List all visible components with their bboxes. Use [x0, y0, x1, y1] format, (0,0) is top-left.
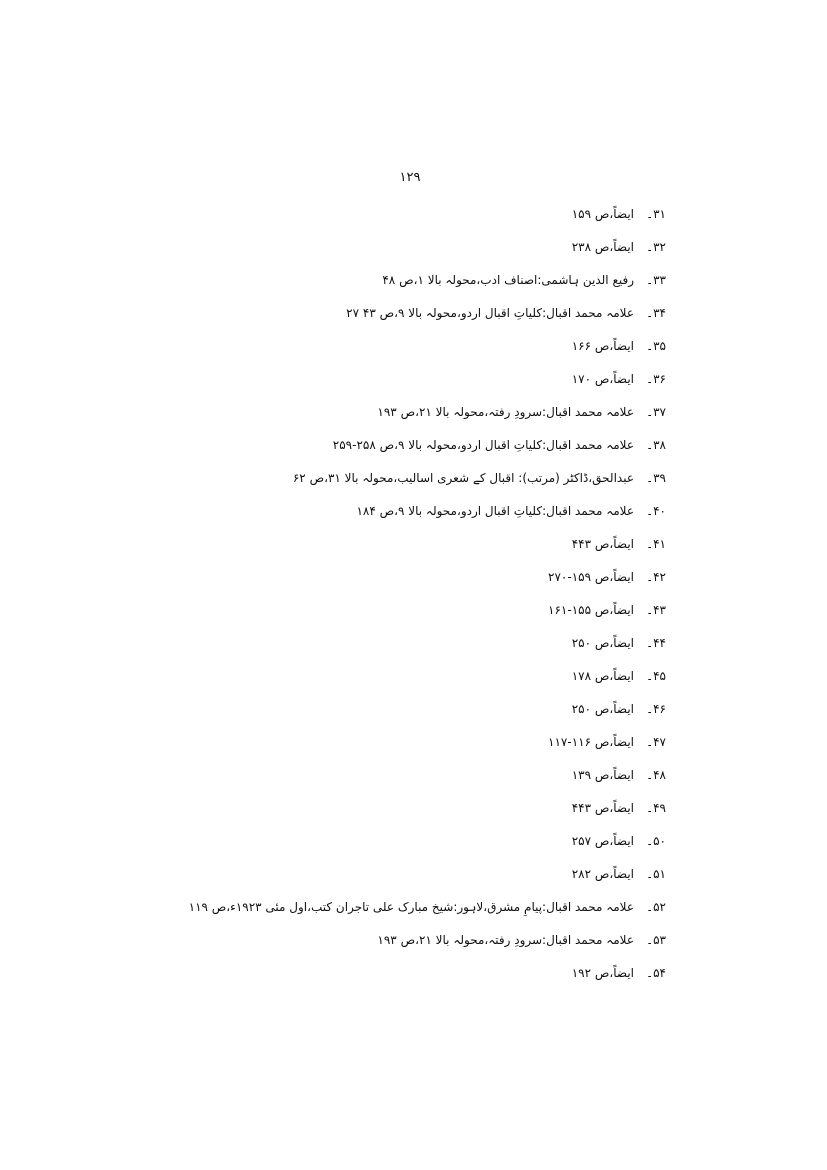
endnote-number: ۳۷۔	[646, 405, 666, 419]
endnote-number: ۵۴۔	[646, 966, 666, 980]
endnote-text: ایضاً،ص ۱۳۹	[571, 768, 634, 782]
endnote-number: ۴۷۔	[646, 735, 666, 749]
endnote-text: ایضاً،ص ۲۵۷	[571, 834, 634, 848]
endnote-item	[226, 924, 666, 957]
endnote-number: ۳۴۔	[646, 306, 666, 320]
endnote-number: ۵۱۔	[646, 867, 666, 881]
endnote-item	[226, 627, 666, 660]
endnote-text: ایضاً،ص ۱۱۶-۱۱۷	[548, 735, 634, 749]
endnote-item	[188, 891, 666, 924]
endnote-item	[226, 429, 666, 462]
endnote-number: ۳۲۔	[646, 240, 666, 254]
endnote-number: ۳۵۔	[646, 339, 666, 353]
endnote-text: علامہ محمد اقبال:کلیاتِ اقبال اردو،محولہ بالا ۹،ص ۲۵۸-۲۵۹	[332, 438, 634, 452]
endnote-text: رفیع الدین ہاشمی:اصناف ادب،محولہ بالا ۱،ص ۴۸	[382, 273, 634, 287]
endnote-text: ایضاً،ص ۱۵۹-۲۷۰	[548, 570, 634, 584]
endnote-number: ۴۰۔	[646, 504, 666, 518]
endnote-number: ۵۲۔	[646, 900, 666, 914]
endnote-number: ۴۲۔	[646, 570, 666, 584]
endnote-number: ۴۸۔	[646, 768, 666, 782]
endnote-item	[226, 858, 666, 891]
endnote-item	[226, 561, 666, 594]
endnote-item	[226, 297, 666, 330]
endnote-number: ۳۶۔	[646, 372, 666, 386]
endnote-text: ایضاً،ص ۲۳۸	[571, 240, 634, 254]
endnote-item	[226, 528, 666, 561]
endnote-text: ایضاً،ص ۱۷۰	[571, 372, 634, 386]
endnote-number: ۳۸۔	[646, 438, 666, 452]
endnote-number: ۳۳۔	[646, 273, 666, 287]
page-number: ۱۲۹	[399, 170, 421, 185]
endnote-item	[226, 198, 666, 231]
endnote-item	[226, 330, 666, 363]
endnote-text: ایضاً،ص ۲۸۲	[571, 867, 634, 881]
endnote-number: ۴۹۔	[646, 801, 666, 815]
endnote-number: ۴۱۔	[646, 537, 666, 551]
endnote-item	[226, 231, 666, 264]
endnote-item	[226, 462, 666, 495]
endnote-text: ایضاً،ص ۱۶۶	[571, 339, 634, 353]
endnote-text: ایضاً،ص ۴۴۳	[571, 801, 634, 815]
endnote-item	[226, 759, 666, 792]
endnote-text: ایضاً،ص ۱۵۹	[571, 207, 634, 221]
endnote-item	[226, 495, 666, 528]
endnote-text: علامہ محمد اقبال:کلیاتِ اقبال اردو،محولہ بالا ۹،ص ۱۸۴	[356, 504, 634, 518]
endnote-text: عبدالحق،ڈاکٹر (مرتب): اقبال کے شعری اسالیب،محولہ بالا ۳۱،ص ۶۲	[292, 471, 634, 485]
endnote-text: ایضاً،ص ۱۵۵-۱۶۱	[548, 603, 634, 617]
endnote-text: ایضاً،ص ۲۵۰	[571, 702, 634, 716]
endnote-number: ۵۰۔	[646, 834, 666, 848]
endnote-item	[226, 396, 666, 429]
endnote-text: ایضاً،ص ۱۷۸	[571, 669, 634, 683]
endnote-number: ۴۴۔	[646, 636, 666, 650]
endnote-text: علامہ محمد اقبال:پیامِ مشرق،لاہور:شیخ مبارک علی تاجران کتب،اول مئی ۱۹۲۳ء،ص ۱۱۹	[188, 900, 634, 914]
endnote-item	[226, 792, 666, 825]
endnote-item	[226, 693, 666, 726]
endnote-number: ۴۵۔	[646, 669, 666, 683]
endnote-item	[226, 264, 666, 297]
endnote-item	[226, 726, 666, 759]
endnote-item	[226, 825, 666, 858]
endnote-number: ۳۱۔	[646, 207, 666, 221]
endnotes-list	[188, 198, 666, 990]
endnote-item	[226, 363, 666, 396]
endnote-item	[226, 660, 666, 693]
endnote-item	[226, 957, 666, 990]
endnote-number: ۳۹۔	[646, 471, 666, 485]
endnote-number: ۴۶۔	[646, 702, 666, 716]
endnote-number: ۵۳۔	[646, 933, 666, 947]
endnote-item	[226, 594, 666, 627]
endnote-number: ۴۳۔	[646, 603, 666, 617]
endnote-text: ایضاً،ص ۴۴۳	[571, 537, 634, 551]
endnote-text: علامہ محمد اقبال:سرودِ رفتہ،محولہ بالا ۲۱،ص ۱۹۳	[377, 405, 634, 419]
endnote-text: علامہ محمد اقبال:کلیاتِ اقبال اردو،محولہ بالا ۹،ص ۴۳ ۲۷	[346, 306, 634, 320]
endnote-text: ایضاً،ص ۲۵۰	[571, 636, 634, 650]
endnote-text: علامہ محمد اقبال:سرودِ رفتہ،محولہ بالا ۲۱،ص ۱۹۳	[377, 933, 634, 947]
endnote-text: ایضاً،ص ۱۹۲	[571, 966, 634, 980]
